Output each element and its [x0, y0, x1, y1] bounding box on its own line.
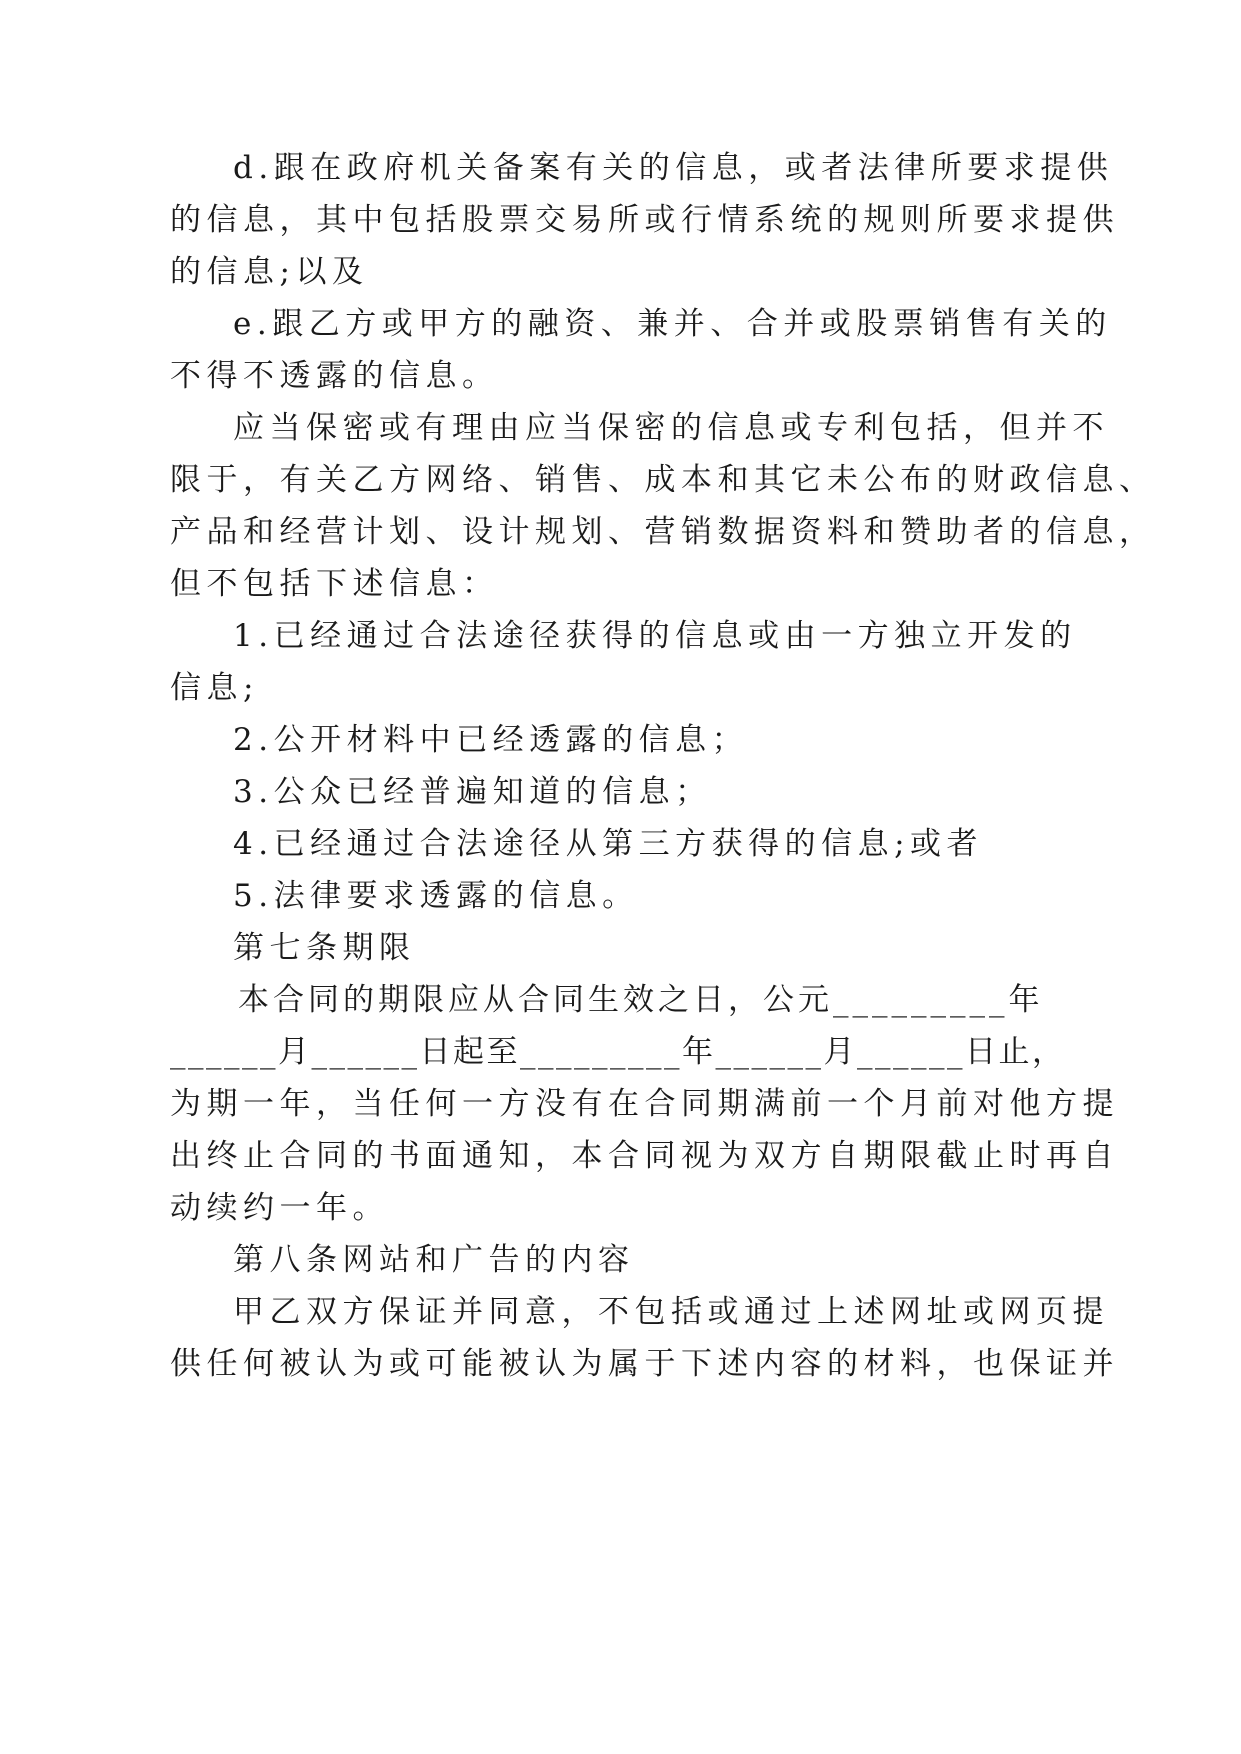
paragraph-e-line-1: e.跟乙方或甲方的融资、兼并、合并或股票销售有关的	[233, 306, 1112, 342]
paragraph-d-line-3: 的信息;以及	[170, 254, 369, 290]
article-7-line-1: 本合同的期限应从合同生效之日，公元_________年	[238, 982, 1044, 1018]
confidential-paragraph-line-3: 产品和经营计划、设计规划、营销数据资料和赞助者的信息，	[170, 514, 1156, 550]
article-8-line-1: 甲乙双方保证并同意，不包括或通过上述网址或网页提	[233, 1294, 1109, 1330]
confidential-paragraph-line-2: 限于，有关乙方网络、销售、成本和其它未公布的财政信息、	[170, 462, 1156, 498]
confidential-paragraph-line-1: 应当保密或有理由应当保密的信息或专利包括，但并不	[233, 410, 1109, 446]
article-8-line-2: 供任何被认为或可能被认为属于下述内容的材料，也保证并	[170, 1346, 1119, 1382]
article-7-line-4: 出终止合同的书面通知，本合同视为双方自期限截止时再自	[170, 1138, 1119, 1174]
article-8-heading: 第八条网站和广告的内容	[233, 1242, 635, 1278]
article-7-line-3: 为期一年，当任何一方没有在合同期满前一个月前对他方提	[170, 1086, 1119, 1122]
article-7-line-5: 动续约一年。	[170, 1190, 389, 1226]
list-item-1-line-2: 信息;	[170, 670, 259, 706]
article-7-heading: 第七条期限	[233, 930, 416, 966]
paragraph-d-line-1: d.跟在政府机关备案有关的信息，或者法律所要求提供	[233, 150, 1114, 186]
paragraph-e-line-2: 不得不透露的信息。	[170, 358, 499, 394]
list-item-2: 2.公开材料中已经透露的信息；	[233, 722, 749, 758]
paragraph-d-line-2: 的信息，其中包括股票交易所或行情系统的规则所要求提供	[170, 202, 1119, 238]
list-item-1-line-1: 1.已经通过合法途径获得的信息或由一方独立开发的	[233, 618, 1077, 654]
list-item-5: 5.法律要求透露的信息。	[233, 878, 639, 914]
confidential-paragraph-line-4: 但不包括下述信息：	[170, 566, 499, 602]
list-item-4: 4.已经通过合法途径从第三方获得的信息;或者	[233, 826, 984, 862]
article-7-line-2: ______月______日起至_________年______月______日止，	[170, 1034, 1066, 1070]
list-item-3: 3.公众已经普遍知道的信息；	[233, 774, 712, 810]
